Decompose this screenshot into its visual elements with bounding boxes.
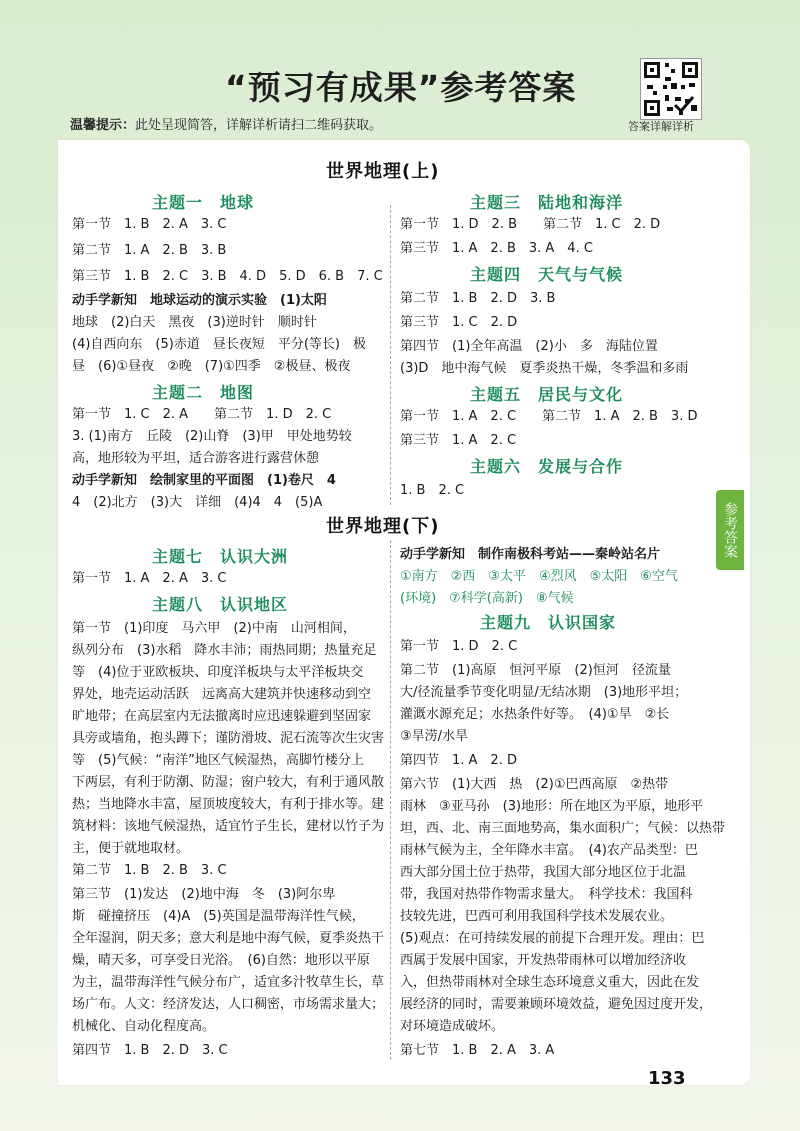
answer-line: 雨林 ③亚马孙 (3)地形：所在地区为平原，地形平: [400, 799, 704, 814]
answer-line: 第一节 1. A 2. C 第二节 1. A 2. B 3. D: [400, 409, 698, 424]
answer-line: 灌溉水源充足；水热条件好等。 (4)①旱 ②长: [400, 707, 670, 722]
page-title: “预习有成果”参考答案: [225, 68, 577, 107]
answer-line: 展经济的同时，需要兼顾环境效益，避免因过度开发，: [400, 997, 713, 1012]
topic-9-title: 主题九 认识国家: [480, 613, 617, 632]
topic-7-title: 主题七 认识大洲: [152, 547, 289, 566]
answer-line: 下两层，有利于防潮、防湿；窗户较大，有利于通风散: [72, 775, 385, 790]
answer-line: 技较先进，巴西可利用我国科学技术发展农业。: [400, 909, 674, 924]
answer-line: 机械化、自动化程度高。: [72, 1019, 216, 1034]
topic-4-title: 主题四 天气与气候: [470, 265, 624, 284]
answer-line: 第六节 (1)大西 热 (2)①巴西高原 ②热带: [400, 777, 669, 792]
header: [0, 0, 800, 140]
answer-line: 动手学新知 地球运动的演示实验 (1)太阳: [72, 293, 327, 308]
topic-6-title: 主题六 发展与合作: [470, 457, 624, 476]
part1-heading: 世界地理(上): [326, 161, 440, 182]
answer-line: 界处，地壳运动活跃 远离高大建筑并快速移动到空: [72, 687, 372, 702]
answer-line: 3. (1)南方 丘陵 (2)山脊 (3)甲 甲处地势较: [72, 429, 352, 444]
answer-line: (4)自西向东 (5)赤道 昼长夜短 平分(等长) 极: [72, 337, 366, 352]
topic-1-title: 主题一 地球: [152, 193, 255, 212]
answer-line: 坦，西、北、南三面地势高，集水面积广；气候：以热带: [400, 821, 726, 836]
page-number: 133: [648, 1068, 686, 1089]
answer-line: 雨林气候为主，全年降水丰富。 (4)农产品类型：巴: [400, 843, 698, 858]
answer-line: 入，但热带雨林对全球生态环境意义重大，因此在发: [400, 975, 700, 990]
answer-line: 第四节 1. A 2. D: [400, 753, 517, 768]
answer-line: 西属于发展中国家，开发热带雨林可以增加经济收: [400, 953, 687, 968]
answer-line: 高，地形较为平坦，适合游客进行露营休憩: [72, 451, 320, 466]
answer-line: 第三节 1. C 2. D: [400, 315, 518, 330]
answer-line: 斯 碰撞挤压 (4)A (5)英国是温带海洋性气候，: [72, 909, 365, 924]
topic-8-title: 主题八 认识地区: [152, 595, 289, 614]
answer-line: 具旁或墙角，抱头蹲下；谨防滑坡、泥石流等次生灾害: [72, 731, 385, 746]
answer-line: 对环境造成破坏。: [400, 1019, 505, 1034]
answer-line: 大/径流量季节变化明显/无结冰期 (3)地形平坦；: [400, 685, 688, 700]
topic-5-title: 主题五 居民与文化: [470, 385, 624, 404]
answer-line: 全年湿润，阴天多；意大利是地中海气候，夏季炎热干: [72, 931, 385, 946]
tip-label: 温馨提示：: [70, 118, 136, 133]
answer-line: 热；当地降水丰富，屋顶坡度较大，有利于排水等。建: [72, 797, 385, 812]
answer-line: 场广布。人文：经济发达，人口稠密，市场需求量大；: [72, 997, 385, 1012]
topic-3-title: 主题三 陆地和海洋: [470, 193, 624, 212]
topic-2-title: 主题二 地图: [152, 383, 255, 402]
answer-line: 第三节 1. A 2. C: [400, 433, 517, 448]
answer-line: 第一节 1. C 2. A 第二节 1. D 2. C: [72, 407, 332, 422]
activity-title: 动手学新知 制作南极科考站——秦岭站名片: [400, 547, 661, 562]
answer-line: 地球 (2)白天 黑夜 (3)逆时针 顺时针: [72, 315, 317, 330]
answer-line: 纵列分布 (3)水稻 降水丰沛；雨热同期；热量充足: [72, 643, 377, 658]
column-divider: [390, 540, 391, 1060]
answer-line: 燥，晴天多，可享受日光浴。 (6)自然：地形以平原: [72, 953, 370, 968]
column-divider: [390, 205, 391, 505]
answer-line: 旷地带；在高层室内无法撤离时应迅速躲避到坚固家: [72, 709, 372, 724]
answer-line: 主，便于就地取材。: [72, 841, 190, 856]
answer-line: 西大部分国土位于热带，我国大部分地区位于北温: [400, 865, 687, 880]
tip-text: 此处呈现简答，详解详析请扫二维码获取。: [135, 118, 383, 133]
answer-line: 第一节 1. D 2. B 第二节 1. C 2. D: [400, 217, 661, 232]
answer-line: 第二节 1. B 2. B 3. C: [72, 863, 227, 878]
part2-heading: 世界地理(下): [326, 516, 440, 537]
answer-line: 等 (5)气候：“南洋”地区气候湿热，高脚竹楼分上: [72, 753, 364, 768]
answer-line: 第一节 (1)印度 马六甲 (2)中南 山河相间，: [72, 621, 356, 636]
answer-line: ①南方 ②西 ③太平 ④烈风 ⑤太阳 ⑥空气: [400, 569, 678, 584]
answer-line: 第四节 (1)全年高温 (2)小 多 海陆位置: [400, 339, 658, 354]
qr-code-icon[interactable]: [640, 58, 702, 120]
answer-line: (环境) ⑦科学(高新) ⑧气候: [400, 591, 574, 606]
answer-line: 4 (2)北方 (3)大 详细 (4)4 4 (5)A: [72, 495, 323, 510]
answer-line: 第一节 1. A 2. A 3. C: [72, 571, 227, 586]
answer-line: 第二节 1. A 2. B 3. B: [72, 243, 227, 258]
answer-line: (5)观点：在可持续发展的前提下合理开发。理由：巴: [400, 931, 705, 946]
answer-line: 第三节 (1)发达 (2)地中海 冬 (3)阿尔卑: [72, 887, 336, 902]
answer-line: ③旱涝/水旱: [400, 729, 469, 744]
answer-line: 为主，温带海洋性气候分布广，适宜多汁牧草生长，草: [72, 975, 385, 990]
answer-line: 昼 (6)①昼夜 ②晚 (7)①四季 ②极昼、极夜: [72, 359, 351, 374]
answer-line: 等 (4)位于亚欧板块、印度洋板块与太平洋板块交: [72, 665, 364, 680]
side-tab[interactable]: 参考答案: [716, 490, 744, 570]
qr-caption: 答案详解详析: [628, 120, 694, 133]
answer-line: 第二节 (1)高原 恒河平原 (2)恒河 径流量: [400, 663, 671, 678]
answer-line: 带，我国对热带作物需求量大。 科学技术：我国科: [400, 887, 693, 902]
answer-line: 第三节 1. A 2. B 3. A 4. C: [400, 241, 593, 256]
answer-line: 第二节 1. B 2. D 3. B: [400, 291, 556, 306]
answer-line: 第七节 1. B 2. A 3. A: [400, 1043, 555, 1058]
answer-line: 第一节 1. B 2. A 3. C: [72, 217, 227, 232]
answer-line: 第三节 1. B 2. C 3. B 4. D 5. D 6. B 7. C: [72, 269, 383, 284]
answer-line: 筑材料：该地气候湿热，适宜竹子生长，建材以竹子为: [72, 819, 385, 834]
answer-line: 第四节 1. B 2. D 3. C: [72, 1043, 228, 1058]
answer-line: 第一节 1. D 2. C: [400, 639, 518, 654]
answer-line: (3)D 地中海气候 夏季炎热干燥，冬季温和多雨: [400, 361, 689, 376]
answer-line: 动手学新知 绘制家里的平面图 (1)卷尺 4: [72, 473, 336, 488]
answer-line: 1. B 2. C: [400, 483, 465, 498]
tip: [70, 114, 382, 133]
